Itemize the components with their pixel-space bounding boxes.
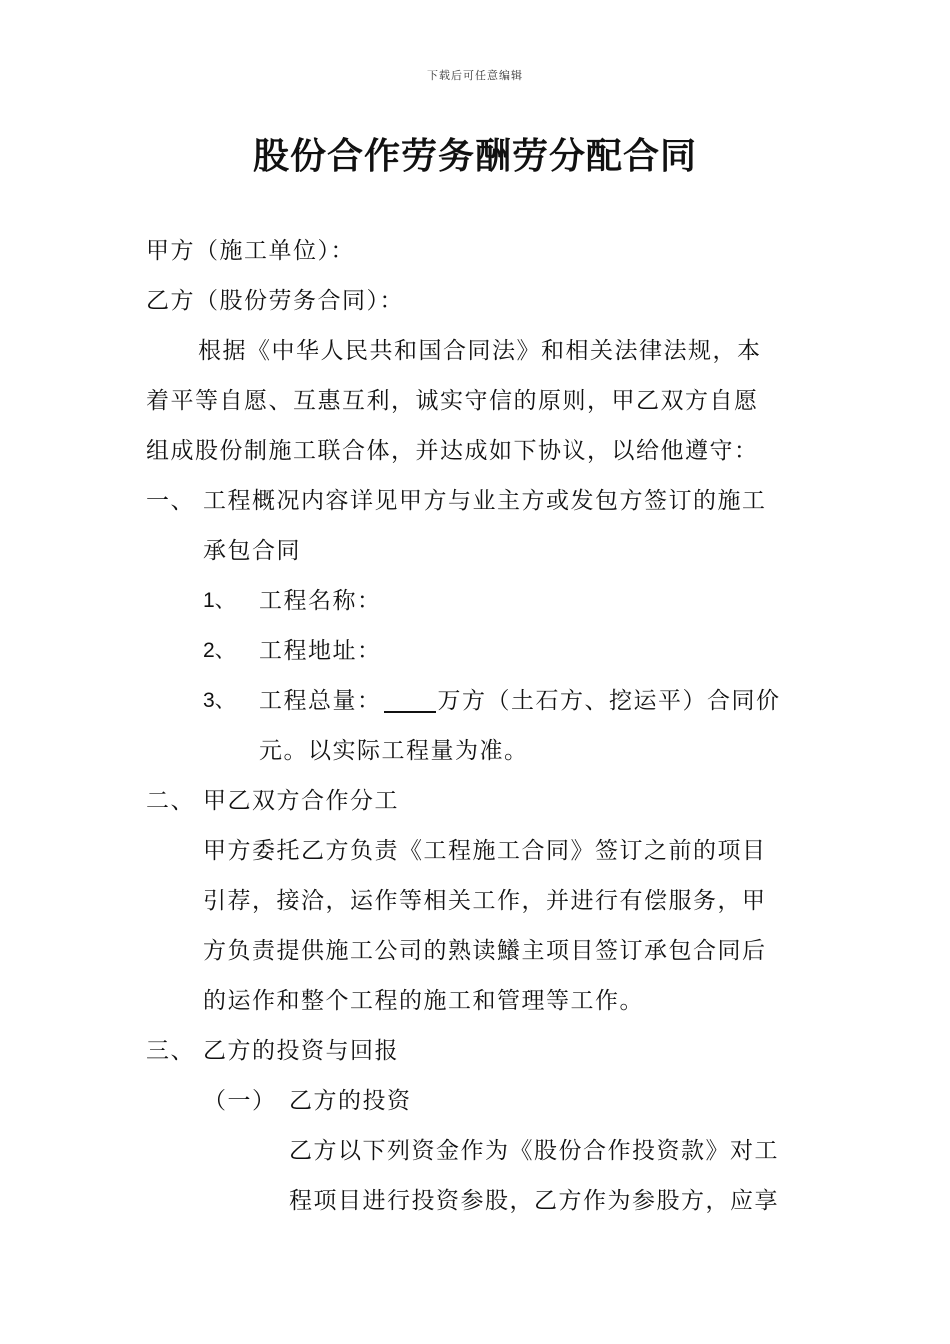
party-a-line: 甲方（施工单位）： bbox=[146, 238, 355, 264]
item3-continuation: 元。以实际工程量为准。 bbox=[259, 738, 529, 764]
intro-line-3: 组成股份制施工联合体，并达成如下协议，以给他遵守： bbox=[146, 438, 759, 464]
quantity-blank bbox=[384, 689, 436, 713]
header-note: 下载后可任意编辑 bbox=[427, 69, 523, 82]
section2-line-1: 甲方委托乙方负责《工程施工合同》签订之前的项目 bbox=[203, 838, 767, 864]
subsection1-line-2: 程项目进行投资参股，乙方作为参股方，应享 bbox=[289, 1188, 779, 1214]
item3-number: 3、 bbox=[203, 689, 236, 712]
section1-line-1: 工程概况内容详见甲方与业主方或发包方签订的施工 bbox=[203, 488, 767, 514]
section2-line-4: 的运作和整个工程的施工和管理等工作。 bbox=[203, 988, 644, 1014]
section2-heading: 甲乙双方合作分工 bbox=[203, 788, 399, 814]
subsection1-line-1: 乙方以下列资金作为《股份合作投资款》对工 bbox=[289, 1138, 779, 1164]
item3-text-before: 工程总量： bbox=[259, 688, 382, 714]
section3-number: 三、 bbox=[146, 1038, 195, 1064]
item2-number: 2、 bbox=[203, 639, 236, 662]
section2-number: 二、 bbox=[146, 788, 195, 814]
intro-line-1: 根据《中华人民共和国合同法》和相关法律法规，本 bbox=[198, 338, 762, 364]
subsection1-number: （一） bbox=[203, 1088, 277, 1114]
item1-text: 工程名称： bbox=[259, 588, 382, 614]
item3-text bbox=[259, 686, 781, 716]
item3-text-after: 万方（土石方、挖运平）合同价 bbox=[437, 688, 781, 714]
item2-text: 工程地址： bbox=[259, 638, 382, 664]
section3-heading: 乙方的投资与回报 bbox=[203, 1038, 399, 1064]
section1-number: 一、 bbox=[146, 488, 195, 514]
party-b-line: 乙方（股份劳务合同）： bbox=[146, 288, 404, 314]
subsection1-heading: 乙方的投资 bbox=[289, 1088, 412, 1114]
section1-line-2: 承包合同 bbox=[203, 538, 301, 564]
section2-line-2: 引荐，接洽，运作等相关工作，并进行有偿服务，甲 bbox=[203, 888, 767, 914]
item1-number: 1、 bbox=[203, 589, 236, 612]
section2-line-3: 方负责提供施工公司的熟读鱶主项目签订承包合同后 bbox=[203, 938, 767, 964]
intro-line-2: 着平等自愿、互惠互利，诚实守信的原则，甲乙双方自愿 bbox=[146, 388, 759, 414]
document-title: 股份合作劳务酬劳分配合同 bbox=[252, 136, 697, 177]
